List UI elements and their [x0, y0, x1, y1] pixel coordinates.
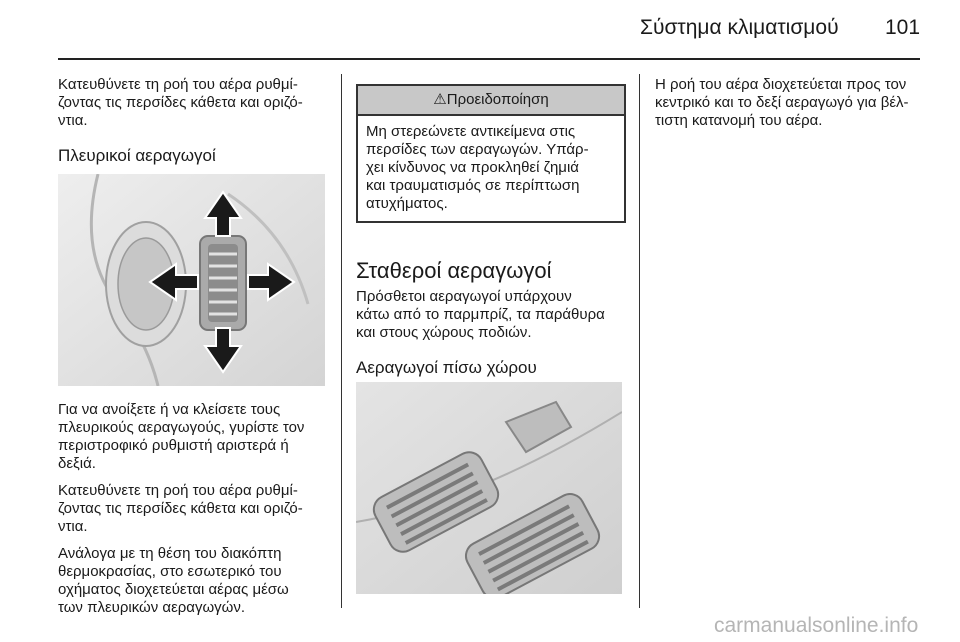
warning-title: Προειδοποίηση [446, 91, 549, 108]
warning-header [358, 86, 624, 116]
warning-box [356, 84, 626, 223]
side-vent-illustration [58, 174, 325, 386]
fixed-vents-paragraph: Πρόσθετοι αεραγωγοί υπάρχουν κάτω από το παρμπρίζ, τα παράθυρα και στους χώρους ποδιών. [356, 288, 605, 341]
side-vents-heading: Πλευρικοί αεραγωγοί [58, 146, 216, 165]
air-flow-paragraph: Η ροή του αέρα διοχετεύεται προς τον κεντρικό και το δεξί αεραγωγό για βέλ- τιστη κατανομή του αέρα. [655, 76, 909, 129]
fixed-vents-heading: Σταθεροί αεραγωγοί [356, 258, 552, 283]
header-title: Σύστημα κλιματισμού [640, 16, 839, 39]
rear-vents-heading: Αεραγωγοί πίσω χώρου [356, 358, 537, 377]
column-1 [58, 76, 330, 167]
rear-vent-illustration [356, 382, 622, 594]
side-vents-paragraph-2: Κατευθύνετε τη ροή του αέρα ρυθμί- ζοντας τις περσίδες κάθετα και οριζό- ντια. [58, 482, 303, 535]
header-rule [58, 58, 920, 60]
side-vents-paragraph-1: Για να ανοίξετε ή να κλείσετε τους πλευρικούς αεραγωγούς, γυρίστε τον περιστροφικό ρυθμιστή αριστερά ή δεξιά. [58, 401, 305, 472]
column-2-lower [356, 258, 631, 401]
warning-triangle-icon: ⚠ [433, 91, 447, 108]
warning-text: Μη στερεώνετε αντικείμενα στις περσίδες των αεραγωγών. Υπάρ- χει κίνδυνος να προκληθεί ζημιά και τραυματισμός σε περίπτωση ατυχήματος. [366, 123, 589, 212]
intro-paragraph: Κατευθύνετε τη ροή του αέρα ρυθμί- ζοντας τις περσίδες κάθετα και οριζό- ντια. [58, 76, 303, 129]
column-1-lower [58, 401, 334, 626]
column-divider-left [341, 74, 342, 608]
page-number: 101 [885, 16, 921, 39]
watermark: carmanualsonline.info [714, 614, 919, 637]
side-vents-paragraph-3: Ανάλογα με τη θέση του διακόπτη θερμοκρασίας, στο εσωτερικό του οχήματος διοχετεύεται αέρας μέσω των πλευρικών αεραγωγών. [58, 545, 289, 616]
column-divider-right [639, 74, 640, 608]
column-3 [655, 76, 935, 139]
